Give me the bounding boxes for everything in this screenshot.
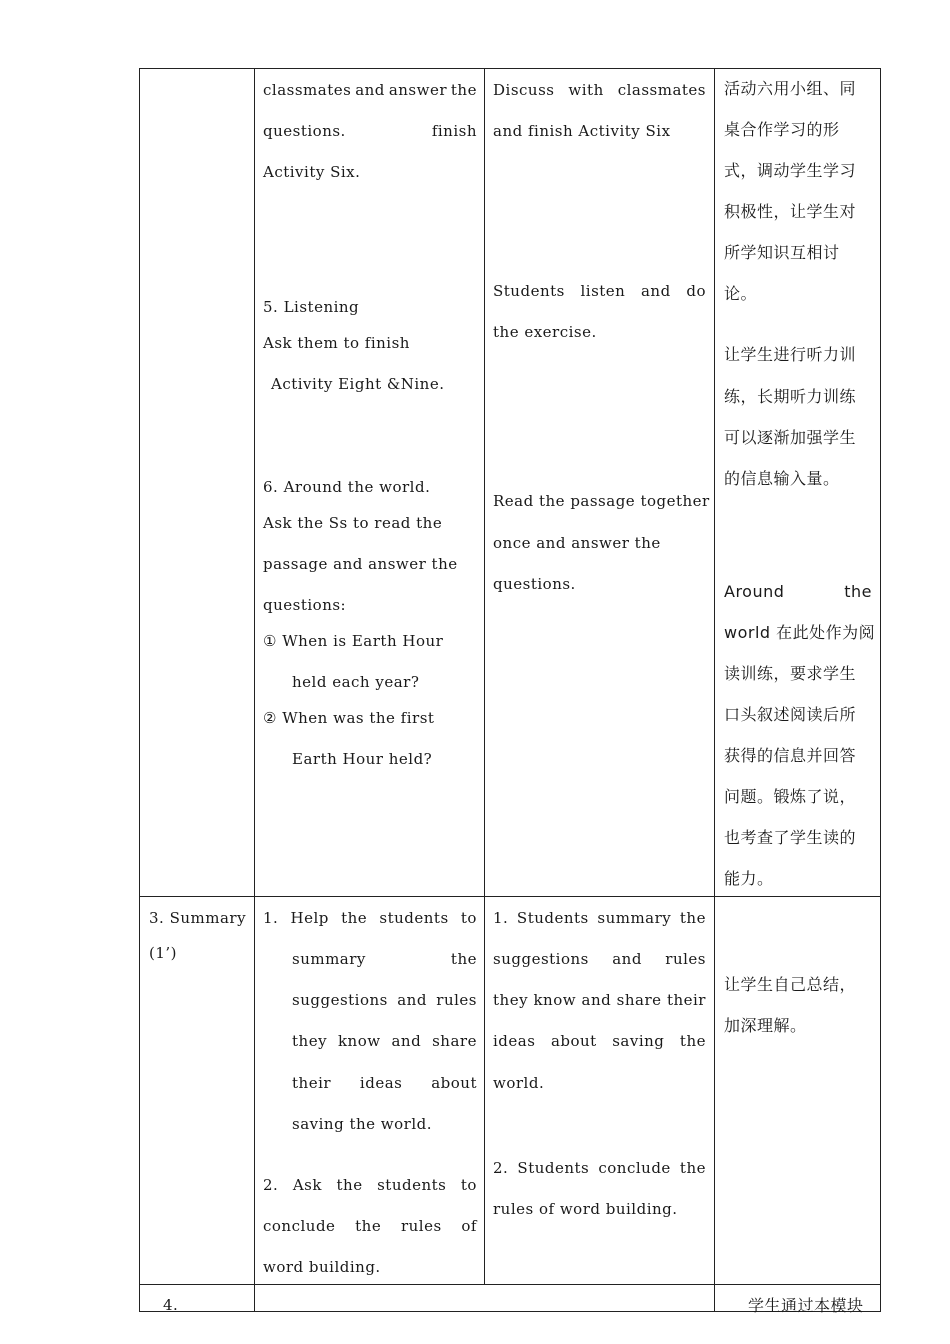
line-text: 论。 — [724, 284, 758, 303]
line-text: Ask the Ss to read the — [263, 514, 443, 532]
word: Discuss — [493, 81, 555, 99]
word: the — [450, 950, 477, 968]
word: Students — [516, 909, 589, 927]
student-activity-line — [493, 1033, 706, 1050]
word: conclude — [598, 1159, 671, 1177]
word: to — [460, 1176, 477, 1194]
design-purpose-line — [724, 624, 875, 641]
word: Around — [724, 582, 785, 601]
word: ideas — [493, 1032, 536, 1050]
word: summary — [597, 909, 672, 927]
line-text: 让学生自己总结， — [724, 975, 857, 994]
design-purpose-line — [724, 1017, 807, 1034]
line-text: once and answer the — [493, 534, 661, 552]
word: Students — [493, 282, 565, 300]
design-purpose-line — [724, 665, 856, 682]
line-text: Activity Eight &Nine. — [271, 375, 445, 393]
word: the — [679, 1159, 706, 1177]
design-purpose-line — [724, 583, 872, 600]
word: to — [460, 909, 477, 927]
line-text: 活动六用小组、同 — [724, 79, 857, 98]
line-text: 6. Around the world. — [263, 478, 431, 496]
line-text: 5. Listening — [263, 298, 360, 316]
teacher-activity-line — [292, 951, 477, 968]
teacher-activity-line — [263, 1259, 381, 1276]
line-text: 桌合作学习的形 — [724, 120, 840, 139]
line-text: 让学生进行听力训 — [724, 345, 857, 364]
word: suggestions — [292, 991, 388, 1009]
word: 2. — [493, 1159, 509, 1177]
teacher-activity-line — [263, 710, 434, 727]
line-text: 练，长期听力训练 — [724, 387, 857, 406]
word: their — [292, 1074, 332, 1092]
student-activity-line — [493, 1160, 706, 1177]
line-text: word building. — [263, 1258, 381, 1276]
stage-label — [149, 910, 246, 927]
line-text: 所学知识互相讨 — [724, 243, 840, 262]
word: the — [450, 81, 477, 99]
teacher-activity-line — [263, 633, 443, 650]
word: Ask — [292, 1176, 322, 1194]
teacher-activity-line — [292, 1075, 477, 1092]
line-text: ① When is Earth Hour — [263, 632, 444, 650]
word: the — [679, 1032, 706, 1050]
line-text: 加深理解。 — [724, 1016, 807, 1035]
student-activity-line — [493, 910, 706, 927]
student-activity-line — [493, 1201, 678, 1218]
word: summary — [292, 950, 366, 968]
table-row-divider-2 — [139, 1284, 881, 1285]
design-purpose-line — [748, 1297, 864, 1314]
design-purpose-line — [724, 346, 856, 363]
word: 1. — [493, 909, 509, 927]
word: they — [292, 1032, 328, 1050]
design-purpose-line — [724, 80, 856, 97]
line-text: 学生通过本模块 — [748, 1296, 864, 1315]
word: 2. — [263, 1176, 279, 1194]
word: and — [355, 81, 385, 99]
line-text: Activity Six. — [263, 163, 361, 181]
design-purpose-line — [724, 788, 856, 805]
design-purpose-line — [724, 429, 856, 446]
line-text: Ask them to finish — [263, 334, 410, 352]
word: listen — [580, 282, 626, 300]
student-activity-line — [493, 283, 706, 300]
stage-label — [149, 945, 177, 962]
word: about — [431, 1074, 477, 1092]
word: and — [391, 1032, 422, 1050]
design-purpose-line — [724, 747, 856, 764]
word: rules — [436, 991, 477, 1009]
line-text: Read the passage together — [493, 492, 710, 510]
word: conclude — [263, 1217, 336, 1235]
table-top-border — [139, 68, 881, 69]
design-purpose-line — [724, 285, 757, 302]
table-col-divider-3 — [714, 68, 715, 1312]
line-text: 问题。锻炼了说， — [724, 787, 857, 806]
student-activity-line — [493, 123, 671, 140]
teacher-activity-line — [263, 479, 430, 496]
student-activity-line — [493, 992, 706, 1009]
word: and — [612, 950, 642, 968]
line-text: world. — [493, 1074, 545, 1092]
word: students — [379, 909, 449, 927]
design-purpose-line — [724, 870, 774, 887]
table-row-divider-1 — [139, 896, 881, 897]
word: and — [397, 991, 427, 1009]
word: their — [666, 991, 706, 1009]
line-text: Earth Hour held? — [292, 750, 433, 768]
line-text: the exercise. — [493, 323, 597, 341]
teacher-activity-line — [292, 1033, 477, 1050]
word: finish — [431, 122, 477, 140]
line-text: and finish Activity Six — [493, 122, 671, 140]
stage-label — [163, 1297, 178, 1314]
word: with — [568, 81, 604, 99]
word: suggestions — [493, 950, 589, 968]
teacher-activity-line — [263, 82, 477, 99]
student-activity-line — [493, 535, 661, 552]
design-purpose-line — [724, 976, 856, 993]
word: students — [377, 1176, 447, 1194]
line-text: questions. — [493, 575, 576, 593]
line-text: 积极性，让学生对 — [724, 202, 857, 221]
word: 1. — [263, 909, 279, 927]
line-text: 获得的信息并回答 — [724, 746, 857, 765]
word: the — [679, 909, 706, 927]
word: the — [336, 1176, 363, 1194]
teacher-activity-line — [263, 1218, 477, 1235]
line-text: world 在此处作为阅 — [724, 623, 876, 642]
line-text: passage and answer the — [263, 555, 458, 573]
teacher-activity-line — [263, 335, 410, 352]
design-purpose-line — [724, 244, 840, 261]
teacher-activity-line — [263, 556, 458, 573]
line-text: 读训练，要求学生 — [724, 664, 857, 683]
word: share — [616, 991, 662, 1009]
line-text: 的信息输入量。 — [724, 469, 840, 488]
word: and — [640, 282, 671, 300]
line-text: 能力。 — [724, 869, 774, 888]
teacher-activity-line — [292, 1116, 432, 1133]
word: Students — [517, 1159, 590, 1177]
word: know — [337, 1032, 381, 1050]
teacher-activity-line — [292, 674, 419, 691]
teacher-activity-line — [263, 910, 477, 927]
teacher-activity-line — [271, 376, 445, 393]
word: know — [533, 991, 577, 1009]
teacher-activity-line — [263, 299, 359, 316]
student-activity-line — [493, 493, 710, 510]
teacher-activity-line — [263, 597, 346, 614]
teacher-activity-line — [263, 123, 477, 140]
student-activity-line — [493, 1075, 544, 1092]
table-col-divider-1 — [254, 68, 255, 1312]
word: answer — [388, 81, 448, 99]
table-left-border — [139, 68, 140, 1312]
word: and — [581, 991, 612, 1009]
teacher-activity-line — [263, 1177, 477, 1194]
line-text: ② When was the first — [263, 709, 435, 727]
line-text: held each year? — [292, 673, 420, 691]
student-activity-line — [493, 324, 597, 341]
student-activity-line — [493, 82, 706, 99]
line-text: rules of word building. — [493, 1200, 678, 1218]
line-text: 口头叙述阅读后所 — [724, 705, 857, 724]
line-text: 4. — [163, 1296, 179, 1314]
word: questions. — [263, 122, 346, 140]
line-text: questions: — [263, 596, 347, 614]
design-purpose-line — [724, 829, 856, 846]
word: rules — [400, 1217, 442, 1235]
word: saving — [612, 1032, 665, 1050]
teacher-activity-line — [292, 992, 477, 1009]
student-activity-line — [493, 951, 706, 968]
line-text: 3. Summary — [149, 909, 247, 927]
line-text: (1’) — [149, 944, 178, 962]
word: of — [461, 1217, 477, 1235]
teacher-activity-line — [263, 515, 442, 532]
teacher-activity-line — [292, 751, 432, 768]
word: about — [550, 1032, 597, 1050]
design-purpose-line — [724, 203, 856, 220]
word: share — [432, 1032, 477, 1050]
word: the — [355, 1217, 382, 1235]
design-purpose-line — [724, 121, 840, 138]
word: the — [341, 909, 368, 927]
design-purpose-line — [724, 162, 856, 179]
word: do — [686, 282, 706, 300]
word: they — [493, 991, 529, 1009]
word: classmates — [263, 81, 352, 99]
design-purpose-line — [724, 470, 840, 487]
line-text: 可以逐渐加强学生 — [724, 428, 857, 447]
teacher-activity-line — [263, 164, 360, 181]
design-purpose-line — [724, 388, 856, 405]
design-purpose-line — [724, 706, 856, 723]
line-text: 也考查了学生读的 — [724, 828, 857, 847]
word: rules — [665, 950, 706, 968]
word: Help — [290, 909, 329, 927]
word: the — [844, 582, 872, 601]
line-text: 式，调动学生学习 — [724, 161, 857, 180]
word: classmates — [617, 81, 706, 99]
line-text: saving the world. — [292, 1115, 432, 1133]
table-col-divider-2 — [484, 68, 485, 1285]
student-activity-line — [493, 576, 576, 593]
table-right-border — [880, 68, 881, 1312]
word: ideas — [359, 1074, 403, 1092]
